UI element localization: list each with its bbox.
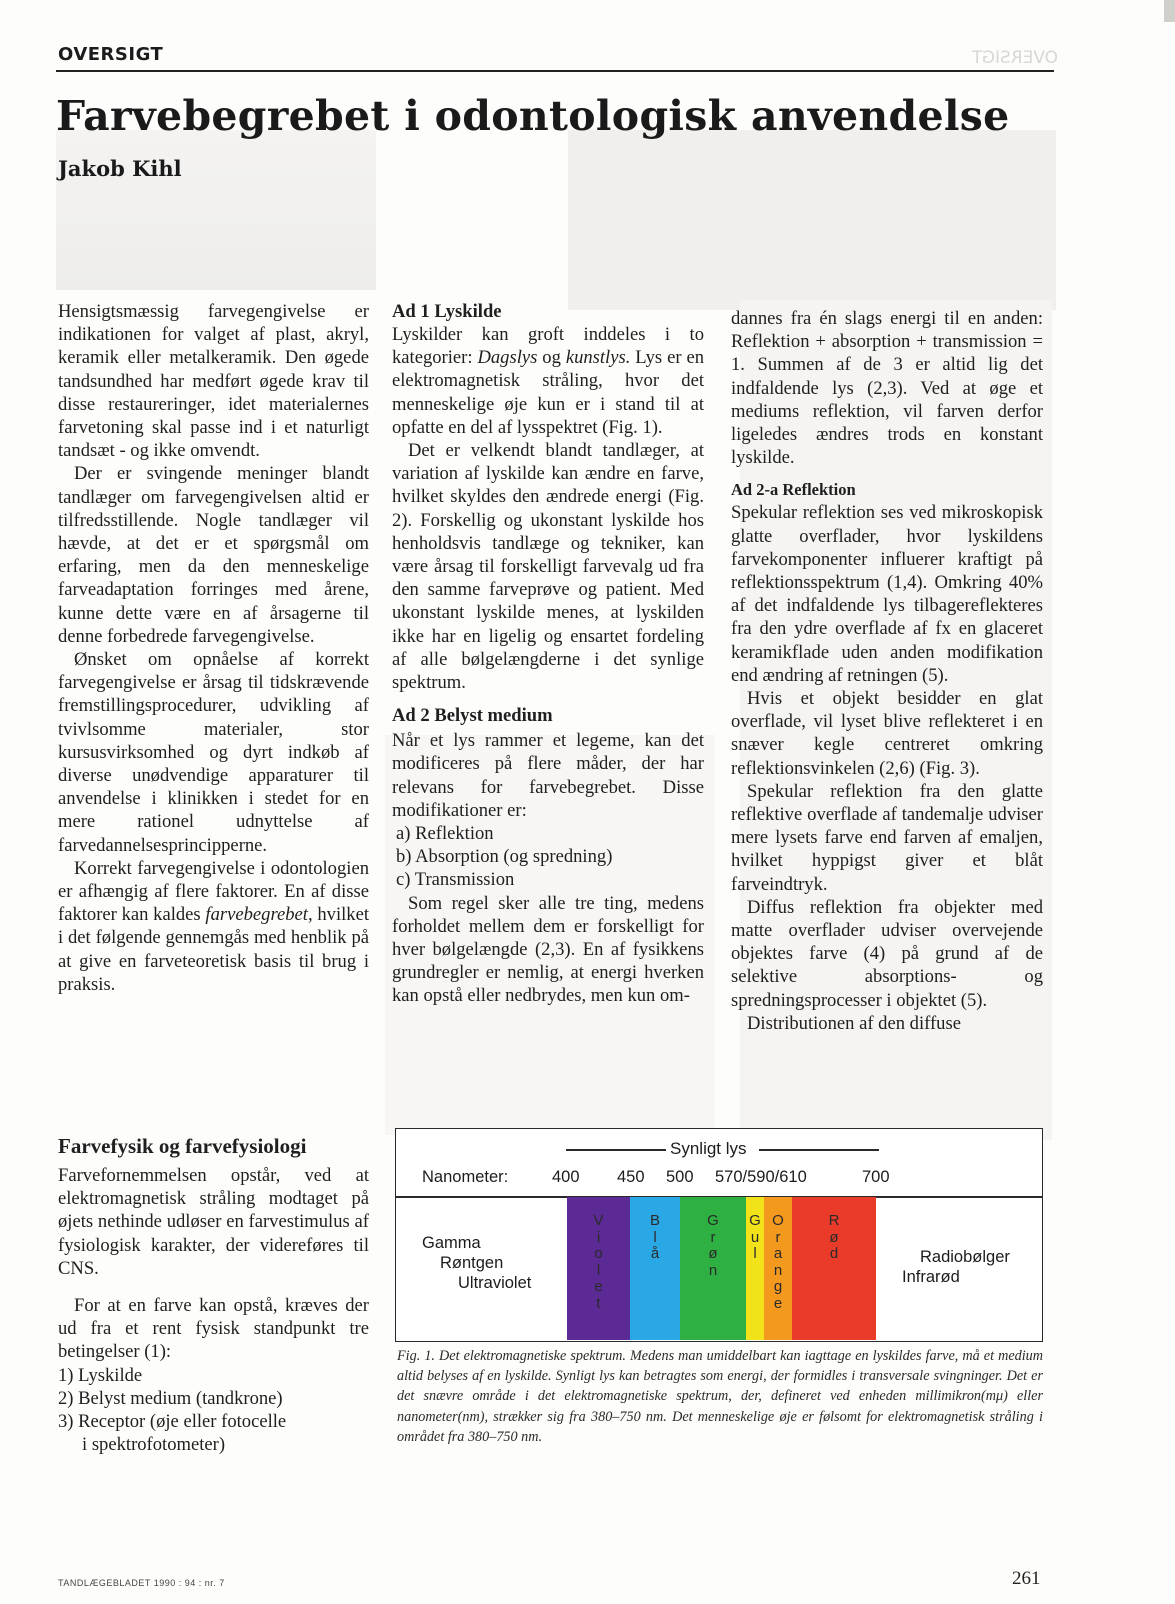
paragraph: Korrekt farvegengivelse i odontologien er afhængig af flere faktorer. En af disse faktorer kan kaldes farvebegrebet, hvilket i det følgende gennemgås med henblik på at give en farveteoretisk basis til brug i praksis. (58, 857, 370, 995)
subheading: Ad 2-a Reflektion (731, 480, 856, 500)
paragraph: dannes fra én slags energi til en anden: Reflektion + absorption + transmission = 1. Summen af de 3 er altid lig det indfaldende lys (2,3). Ved at øge et mediums reflektion, vil farven derfor ligeledes ændres trods en konstant lyskilde. (731, 308, 1043, 469)
orange-band (764, 1197, 792, 1340)
blue-band (630, 1197, 680, 1340)
column-1-lower (58, 1164, 369, 1456)
list-item: a) Reflektion (396, 823, 494, 845)
red-band (792, 1197, 876, 1340)
nm-tick: 500 (666, 1168, 694, 1186)
radio-label: Radiobølger (920, 1248, 1010, 1266)
paragraph: Det er velkendt blandt tandlæger, at variation af lyskilde kan ændre en farve, hvilket skyldes den ændrede energi (Fig. 2). Forskellig og ukonstant lyskilde hos henholdsvis tandlæge og tekniker, kan være årsag til forskelligt farvevalg ud fra den samme farveprøve og patient. Med ukonstant lyskilde menes, at lyskilden ikke har en ligelig og ensartet fordeling af alle bølgelængderne i det synlige spektrum. (392, 440, 704, 694)
paragraph: Lyskilder kan groft inddeles i to kategorier: Dagslys og kunstlys. Lys er en elektromagnetisk stråling, hvor det menneskelige øje kun er i stand til at opfatte en del af lysspektret (Fig. 1). (392, 324, 704, 438)
scan-shade (568, 130, 1056, 310)
ultraviolet-label: Ultraviolet (458, 1274, 532, 1292)
article-author: Jakob Kihl (58, 156, 182, 181)
band-label: G r ø n (707, 1212, 719, 1279)
yellow-band (746, 1197, 764, 1340)
invisible-short-wave-labels (422, 1233, 531, 1293)
nm-tick: 570/590/610 (715, 1168, 807, 1186)
nm-tick: 450 (617, 1168, 645, 1186)
journal-footer: TANDLÆGEBLADET 1990 : 94 : nr. 7 (58, 1578, 225, 1588)
paragraph: Hvis et objekt besidder en glat overflade, vil lyset blive reflekteret i en snæver kegle centreret omkring reflektionsvinkelen (2,6) (Fig. 3). (731, 688, 1043, 779)
article-title: Farvebegrebet i odontologisk anvendelse (56, 92, 1010, 140)
paragraph: Som regel sker alle tre ting, medens forholdet mellem dem er forskelligt for hver bølgelængde (2,3). En af fysikkens grundregler er nemlig, at energi hverken kan opstå eller nedbrydes, men kun om- (392, 892, 704, 1007)
subheading: Ad 1 Lyskilde (392, 301, 502, 322)
paragraph: Farvefornemmelsen opstår, ved at elektromagnetisk stråling modtaget på øjets nethinde udløser en farvestimulus af fysiologisk karakter, der videreføres til CNS. (58, 1165, 369, 1279)
visible-range-line (759, 1149, 879, 1151)
nm-tick: 700 (862, 1168, 890, 1186)
visible-light-label: Synligt lys (670, 1139, 747, 1158)
band-label: V i o l e t (593, 1212, 604, 1312)
spectrum-figure (395, 1128, 1043, 1342)
column-2 (392, 300, 704, 1008)
nm-tick: 400 (552, 1168, 580, 1186)
paragraph: Hensigtsmæssig farvegengivelse er indikationen for valget af plast, akryl, keramik eller metalkeramik. Den øgede tandsundhed har medført øgede krav til disse restaureringer, idet materialernes farvetoning skal passe ind i et naturligt tandsæt - og ikke omvendt. (58, 301, 369, 462)
list-item: i spektrofotometer) (82, 1434, 226, 1456)
paragraph: For at en farve kan opstå, kræves der ud fra et rent fysisk standpunkt tre betingelser (1): (58, 1295, 369, 1363)
column-1 (58, 300, 369, 996)
list-item: 2) Belyst medium (tandkrone) (58, 1387, 283, 1409)
paragraph: Distributionen af den diffuse (747, 1012, 961, 1034)
paragraph: Der er svingende meninger blandt tandlæger om farvegengivelsen altid er tilfredsstillende. Nogle tandlæger vil hævde, at det er et spørgsmål om erfaring, men da den menneskelige farveadaptation forringes med årene, kunne dette være en af årsagerne til denne forbedrede farvegengivelse. (58, 463, 369, 647)
scan-edge (1164, 0, 1175, 22)
violet-band (567, 1197, 630, 1340)
paragraph: Når et lys rammer et legeme, kan det modificeres på flere måder, der har relevans for farvebegrebet. Disse modifikationer er: (392, 730, 704, 821)
header-rule (56, 70, 1054, 72)
list-item: c) Transmission (396, 869, 515, 891)
scan-shade (56, 130, 376, 290)
figure-caption: Fig. 1. Det elektromagnetiske spektrum. Medens man umiddelbart kan iagttage en lyskildes farve, må et medium altid belyses af en lyskilde. Synligt lys kan betragtes som energi, der formidles i transversale svingninger. Det er det snævre område i det elektromagnetiske spektrum, der, defineret ved enheden millimikron(mμ) eller nanometer(nm), strækker sig fra 380–750 nm. Det menneskelige øje er følsomt for elektromagnetisk stråling i området fra 380–750 nm. (397, 1348, 1043, 1445)
subheading: Ad 2 Belyst medium (392, 705, 553, 727)
list-item: 3) Receptor (øje eller fotocelle (58, 1411, 287, 1433)
gamma-label: Gamma (422, 1234, 481, 1252)
band-label: B l å (649, 1212, 660, 1262)
band-label: R ø d (828, 1212, 840, 1262)
green-band (680, 1197, 746, 1340)
list-item: b) Absorption (og spredning) (396, 846, 613, 868)
band-label: G u l (749, 1212, 761, 1262)
section-label: OVERSIGT (58, 44, 164, 65)
band-label: O r a n g e (772, 1212, 784, 1312)
paragraph: Diffus reflektion fra objekter med matte overflader udviser overvejende objektes farve (4) på grund af de selektive absorptions- og spredningsprocesser i objektet (5). (731, 896, 1043, 1011)
infrared-label: Infrarød (902, 1268, 960, 1286)
column-3 (731, 307, 1043, 1035)
paragraph: Spekular reflektion fra den glatte reflektive overflade af tandemalje udviser mere lysets farve end farven af emaljen, hvilket hyppigst giver et blåt farveindtryk. (731, 780, 1043, 895)
visible-range-line (566, 1149, 666, 1151)
roentgen-label: Røntgen (440, 1254, 504, 1272)
nanometer-label: Nanometer: (422, 1168, 509, 1186)
bleed-through-label: OVERSIGT (972, 48, 1059, 68)
page-number: 261 (1012, 1568, 1041, 1589)
paragraph: Ønsket om opnåelse af korrekt farvegengivelse er årsag til tidskrævende fremstillingsprocedurer, udvikling af tvivlsomme materialer, stor kursusvirksomhed og dyrt indkøb af diverse unødvendige apparaturer til anvendelse i klinikken i stedet for en mere rationel udnyttelse af farvedannelsesprincipperne. (58, 649, 369, 856)
invisible-long-wave-labels (902, 1247, 1010, 1287)
paragraph: Spekular reflektion ses ved mikroskopisk glatte overflader, hvor lyskildens farvekomponenter influerer kraftigt på reflektionsspektrum (1,4). Omkring 40% af det indfaldende lys tilbagereflekteres fra den ydre overflade af fx en glaceret keramikflade uden anden modifikation end ændring af retningen (5). (731, 502, 1043, 686)
list-item: 1) Lyskilde (58, 1364, 143, 1386)
section-heading: Farvefysik og farvefysiologi (58, 1134, 307, 1158)
